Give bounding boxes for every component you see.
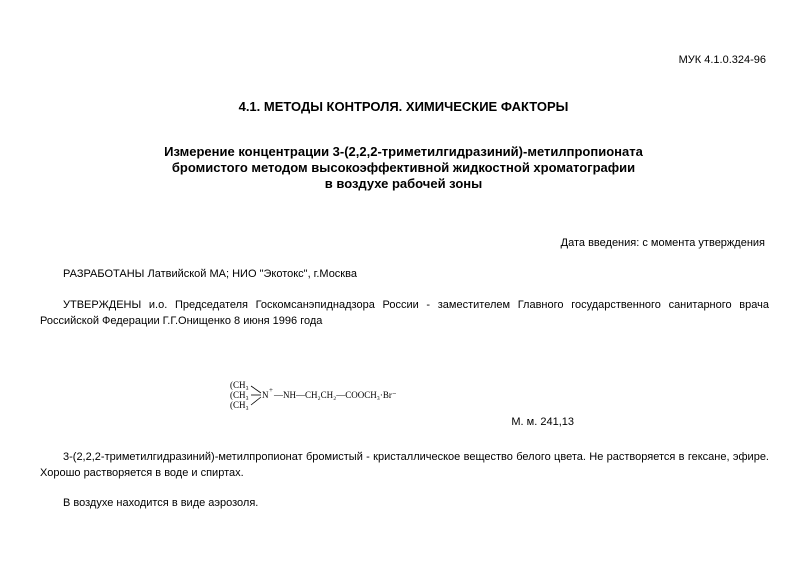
formula-charge: + (269, 386, 273, 394)
approved-label: УТВЕРЖДЕНЫ (63, 299, 142, 311)
section-title: 4.1. МЕТОДЫ КОНТРОЛЯ. ХИМИЧЕСКИЕ ФАКТОРЫ (238, 99, 569, 114)
developed-text: Латвийской МА; НИО "Экотокс", г.Москва (144, 268, 357, 280)
formula-nitrogen: N (262, 390, 269, 400)
description-text: 3-(2,2,2-триметилгидразиний)-метилпропионат бромистый - кристаллическое вещество белого цвета. Не растворяется в гексане, эфире. Хорошо растворяется в воде и спиртах. (40, 451, 769, 479)
formula-chain: —NH—CH₂CH₂—COOCH₃·Br⁻ (274, 390, 397, 400)
main-title-line-2: бромистого методом высокоэффективной жидкостной хроматографии (171, 160, 636, 175)
main-title-line-1: Измерение концентрации 3-(2,2,2-триметилгидразиний)-метилпропионата (164, 144, 643, 159)
description-paragraph (40, 449, 769, 481)
developed-label: РАЗРАБОТАНЫ (63, 268, 145, 280)
main-title (0, 144, 807, 192)
structural-formula (230, 380, 430, 414)
molecular-mass: М. м. 241,13 (511, 416, 574, 428)
formula-methyl-2: (CH₃ (230, 390, 249, 400)
document-code: МУК 4.1.0.324-96 (678, 54, 766, 66)
developed-paragraph (40, 266, 769, 282)
introduction-date: Дата введения: с момента утверждения (560, 237, 765, 249)
formula-bond-1 (251, 386, 261, 393)
aerosol-paragraph (40, 495, 769, 511)
formula-methyl-3: (CH₃ (230, 400, 249, 410)
structural-formula-drawing (230, 380, 430, 414)
approved-paragraph (40, 297, 769, 329)
approved-text: и.о. Председателя Госкомсанэпиднадзора России - заместителем Главного государственного санитарного врача Российской Федерации Г.Г.Онищенко 8 июня 1996 года (40, 299, 769, 327)
main-title-line-3: в воздухе рабочей зоны (324, 176, 483, 191)
aerosol-text: В воздухе находится в виде аэрозоля. (63, 497, 259, 509)
formula-bond-3 (251, 397, 261, 405)
formula-methyl-1: (CH₃ (230, 380, 249, 390)
